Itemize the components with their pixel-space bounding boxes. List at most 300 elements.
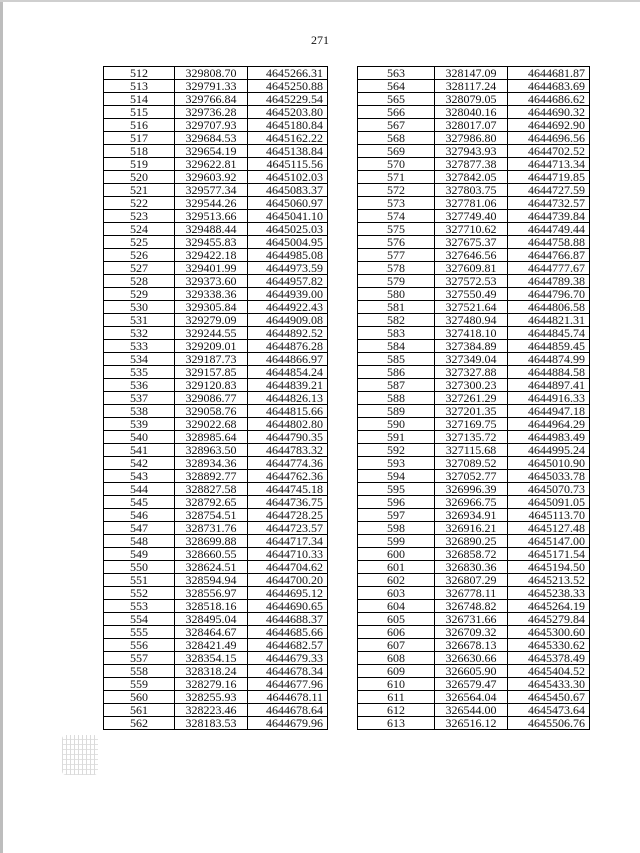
y-coordinate-cell: 4645162.22 [248, 132, 328, 145]
y-coordinate-cell: 4644876.28 [248, 340, 328, 353]
table-row [104, 314, 328, 327]
x-coordinate-cell: 329684.53 [175, 132, 248, 145]
point-number-cell: 558 [104, 665, 175, 678]
table-row [104, 197, 328, 210]
x-coordinate-cell: 329544.26 [175, 197, 248, 210]
table-row [358, 106, 590, 119]
table-row [104, 639, 328, 652]
y-coordinate-cell: 4645300.60 [508, 626, 590, 639]
point-number-cell: 525 [104, 236, 175, 249]
y-coordinate-cell: 4644727.59 [508, 184, 590, 197]
y-coordinate-cell: 4645083.37 [248, 184, 328, 197]
y-coordinate-cell: 4645450.67 [508, 691, 590, 704]
y-coordinate-cell: 4645404.52 [508, 665, 590, 678]
x-coordinate-cell: 329766.84 [175, 93, 248, 106]
y-coordinate-cell: 4645010.90 [508, 457, 590, 470]
table-row [358, 574, 590, 587]
table-row [358, 80, 590, 93]
x-coordinate-cell: 328660.55 [175, 548, 248, 561]
point-number-cell: 589 [358, 405, 435, 418]
x-coordinate-cell: 329577.34 [175, 184, 248, 197]
x-coordinate-cell: 328147.09 [435, 67, 508, 80]
x-coordinate-cell: 329422.18 [175, 249, 248, 262]
x-coordinate-cell: 326709.32 [435, 626, 508, 639]
point-number-cell: 591 [358, 431, 435, 444]
point-number-cell: 553 [104, 600, 175, 613]
point-number-cell: 532 [104, 327, 175, 340]
x-coordinate-cell: 326807.29 [435, 574, 508, 587]
point-number-cell: 565 [358, 93, 435, 106]
point-number-cell: 602 [358, 574, 435, 587]
y-coordinate-cell: 4644790.35 [248, 431, 328, 444]
right-coordinates-table-container [357, 66, 590, 730]
x-coordinate-cell: 328354.15 [175, 652, 248, 665]
point-number-cell: 536 [104, 379, 175, 392]
point-number-cell: 609 [358, 665, 435, 678]
table-row [358, 171, 590, 184]
x-coordinate-cell: 327261.29 [435, 392, 508, 405]
point-number-cell: 520 [104, 171, 175, 184]
y-coordinate-cell: 4644922.43 [248, 301, 328, 314]
table-row [358, 457, 590, 470]
point-number-cell: 562 [104, 717, 175, 730]
x-coordinate-cell: 328624.51 [175, 561, 248, 574]
table-row [104, 67, 328, 80]
point-number-cell: 535 [104, 366, 175, 379]
y-coordinate-cell: 4645041.10 [248, 210, 328, 223]
table-row [104, 600, 328, 613]
table-row [104, 405, 328, 418]
table-row [104, 301, 328, 314]
y-coordinate-cell: 4644854.24 [248, 366, 328, 379]
y-coordinate-cell: 4645203.80 [248, 106, 328, 119]
y-coordinate-cell: 4644892.52 [248, 327, 328, 340]
table-row [104, 704, 328, 717]
y-coordinate-cell: 4645091.05 [508, 496, 590, 509]
table-row [104, 717, 328, 730]
table-row [358, 197, 590, 210]
x-coordinate-cell: 328421.49 [175, 639, 248, 652]
x-coordinate-cell: 329305.84 [175, 301, 248, 314]
table-row [104, 483, 328, 496]
table-row [358, 418, 590, 431]
table-row [358, 509, 590, 522]
point-number-cell: 516 [104, 119, 175, 132]
x-coordinate-cell: 329401.99 [175, 262, 248, 275]
table-row [358, 717, 590, 730]
table-row [104, 574, 328, 587]
table-row [104, 340, 328, 353]
x-coordinate-cell: 326890.25 [435, 535, 508, 548]
table-row [358, 366, 590, 379]
table-row [104, 353, 328, 366]
table-row [358, 288, 590, 301]
table-row [358, 353, 590, 366]
table-row [358, 639, 590, 652]
table-row [104, 93, 328, 106]
y-coordinate-cell: 4645180.84 [248, 119, 328, 132]
left-coordinates-table-container [103, 66, 328, 730]
point-number-cell: 600 [358, 548, 435, 561]
table-row [358, 158, 590, 171]
table-row [358, 236, 590, 249]
point-number-cell: 551 [104, 574, 175, 587]
point-number-cell: 597 [358, 509, 435, 522]
table-row [358, 704, 590, 717]
x-coordinate-cell: 327349.04 [435, 353, 508, 366]
point-number-cell: 545 [104, 496, 175, 509]
x-coordinate-cell: 326678.13 [435, 639, 508, 652]
y-coordinate-cell: 4644802.80 [248, 418, 328, 431]
x-coordinate-cell: 329279.09 [175, 314, 248, 327]
x-coordinate-cell: 328040.16 [435, 106, 508, 119]
point-number-cell: 566 [358, 106, 435, 119]
table-row [104, 392, 328, 405]
y-coordinate-cell: 4644695.12 [248, 587, 328, 600]
point-number-cell: 518 [104, 145, 175, 158]
point-number-cell: 557 [104, 652, 175, 665]
x-coordinate-cell: 329808.70 [175, 67, 248, 80]
table-row [358, 496, 590, 509]
table-row [358, 93, 590, 106]
table-row [104, 288, 328, 301]
table-row [104, 418, 328, 431]
table-row [104, 171, 328, 184]
y-coordinate-cell: 4644686.62 [508, 93, 590, 106]
point-number-cell: 596 [358, 496, 435, 509]
y-coordinate-cell: 4645229.54 [248, 93, 328, 106]
right-coordinates-table [357, 66, 590, 730]
y-coordinate-cell: 4644766.87 [508, 249, 590, 262]
x-coordinate-cell: 327169.75 [435, 418, 508, 431]
x-coordinate-cell: 327781.06 [435, 197, 508, 210]
table-row [104, 548, 328, 561]
x-coordinate-cell: 327052.77 [435, 470, 508, 483]
y-coordinate-cell: 4644939.00 [248, 288, 328, 301]
x-coordinate-cell: 329654.19 [175, 145, 248, 158]
y-coordinate-cell: 4645330.62 [508, 639, 590, 652]
table-row [358, 470, 590, 483]
x-coordinate-cell: 327609.81 [435, 262, 508, 275]
y-coordinate-cell: 4644688.37 [248, 613, 328, 626]
table-row [104, 210, 328, 223]
table-row [358, 561, 590, 574]
point-number-cell: 578 [358, 262, 435, 275]
y-coordinate-cell: 4645025.03 [248, 223, 328, 236]
y-coordinate-cell: 4644758.88 [508, 236, 590, 249]
point-number-cell: 547 [104, 522, 175, 535]
x-coordinate-cell: 327877.38 [435, 158, 508, 171]
point-number-cell: 593 [358, 457, 435, 470]
table-row [358, 119, 590, 132]
y-coordinate-cell: 4644685.66 [248, 626, 328, 639]
y-coordinate-cell: 4644777.67 [508, 262, 590, 275]
x-coordinate-cell: 327646.56 [435, 249, 508, 262]
point-number-cell: 560 [104, 691, 175, 704]
y-coordinate-cell: 4645378.49 [508, 652, 590, 665]
y-coordinate-cell: 4644859.45 [508, 340, 590, 353]
point-number-cell: 611 [358, 691, 435, 704]
y-coordinate-cell: 4644884.58 [508, 366, 590, 379]
x-coordinate-cell: 326748.82 [435, 600, 508, 613]
y-coordinate-cell: 4644826.13 [248, 392, 328, 405]
point-number-cell: 568 [358, 132, 435, 145]
table-row [358, 379, 590, 392]
x-coordinate-cell: 329187.73 [175, 353, 248, 366]
table-row [104, 184, 328, 197]
x-coordinate-cell: 328279.16 [175, 678, 248, 691]
x-coordinate-cell: 327842.05 [435, 171, 508, 184]
y-coordinate-cell: 4644728.25 [248, 509, 328, 522]
table-row [104, 587, 328, 600]
point-number-cell: 605 [358, 613, 435, 626]
y-coordinate-cell: 4644682.57 [248, 639, 328, 652]
y-coordinate-cell: 4644696.56 [508, 132, 590, 145]
point-number-cell: 583 [358, 327, 435, 340]
y-coordinate-cell: 4645004.95 [248, 236, 328, 249]
y-coordinate-cell: 4644679.96 [248, 717, 328, 730]
x-coordinate-cell: 327521.64 [435, 301, 508, 314]
point-number-cell: 559 [104, 678, 175, 691]
y-coordinate-cell: 4644874.99 [508, 353, 590, 366]
table-row [358, 600, 590, 613]
y-coordinate-cell: 4645238.33 [508, 587, 590, 600]
x-coordinate-cell: 327550.49 [435, 288, 508, 301]
y-coordinate-cell: 4644783.32 [248, 444, 328, 457]
table-row [104, 509, 328, 522]
y-coordinate-cell: 4644749.44 [508, 223, 590, 236]
point-number-cell: 585 [358, 353, 435, 366]
x-coordinate-cell: 329622.81 [175, 158, 248, 171]
point-number-cell: 527 [104, 262, 175, 275]
point-number-cell: 598 [358, 522, 435, 535]
point-number-cell: 573 [358, 197, 435, 210]
y-coordinate-cell: 4645115.56 [248, 158, 328, 171]
point-number-cell: 579 [358, 275, 435, 288]
point-number-cell: 556 [104, 639, 175, 652]
x-coordinate-cell: 326544.00 [435, 704, 508, 717]
table-row [358, 405, 590, 418]
x-coordinate-cell: 328183.53 [175, 717, 248, 730]
y-coordinate-cell: 4644897.41 [508, 379, 590, 392]
point-number-cell: 534 [104, 353, 175, 366]
x-coordinate-cell: 328699.88 [175, 535, 248, 548]
x-coordinate-cell: 326916.21 [435, 522, 508, 535]
point-number-cell: 586 [358, 366, 435, 379]
point-number-cell: 580 [358, 288, 435, 301]
y-coordinate-cell: 4644692.90 [508, 119, 590, 132]
x-coordinate-cell: 326630.66 [435, 652, 508, 665]
table-row [104, 158, 328, 171]
point-number-cell: 603 [358, 587, 435, 600]
point-number-cell: 561 [104, 704, 175, 717]
table-row [358, 184, 590, 197]
point-number-cell: 538 [104, 405, 175, 418]
point-number-cell: 541 [104, 444, 175, 457]
y-coordinate-cell: 4644957.82 [248, 275, 328, 288]
point-number-cell: 571 [358, 171, 435, 184]
x-coordinate-cell: 326858.72 [435, 548, 508, 561]
y-coordinate-cell: 4644839.21 [248, 379, 328, 392]
table-row [358, 535, 590, 548]
y-coordinate-cell: 4644702.52 [508, 145, 590, 158]
y-coordinate-cell: 4644774.36 [248, 457, 328, 470]
table-row [104, 327, 328, 340]
point-number-cell: 588 [358, 392, 435, 405]
point-number-cell: 543 [104, 470, 175, 483]
x-coordinate-cell: 328223.46 [175, 704, 248, 717]
x-coordinate-cell: 329058.76 [175, 405, 248, 418]
y-coordinate-cell: 4644700.20 [248, 574, 328, 587]
y-coordinate-cell: 4644678.64 [248, 704, 328, 717]
x-coordinate-cell: 328495.04 [175, 613, 248, 626]
point-number-cell: 539 [104, 418, 175, 431]
table-row [104, 561, 328, 574]
table-row [104, 275, 328, 288]
point-number-cell: 537 [104, 392, 175, 405]
x-coordinate-cell: 328985.64 [175, 431, 248, 444]
point-number-cell: 608 [358, 652, 435, 665]
table-row [104, 691, 328, 704]
x-coordinate-cell: 327943.93 [435, 145, 508, 158]
point-number-cell: 584 [358, 340, 435, 353]
point-number-cell: 513 [104, 80, 175, 93]
point-number-cell: 521 [104, 184, 175, 197]
left-coordinates-table [103, 66, 328, 730]
x-coordinate-cell: 329455.83 [175, 236, 248, 249]
table-row [104, 80, 328, 93]
table-row [358, 652, 590, 665]
point-number-cell: 549 [104, 548, 175, 561]
x-coordinate-cell: 328934.36 [175, 457, 248, 470]
y-coordinate-cell: 4645102.03 [248, 171, 328, 184]
table-row [104, 106, 328, 119]
point-number-cell: 599 [358, 535, 435, 548]
table-row [104, 665, 328, 678]
y-coordinate-cell: 4644947.18 [508, 405, 590, 418]
y-coordinate-cell: 4645138.84 [248, 145, 328, 158]
point-number-cell: 514 [104, 93, 175, 106]
x-coordinate-cell: 327089.52 [435, 457, 508, 470]
point-number-cell: 567 [358, 119, 435, 132]
table-row [104, 379, 328, 392]
x-coordinate-cell: 329120.83 [175, 379, 248, 392]
y-coordinate-cell: 4645113.70 [508, 509, 590, 522]
point-number-cell: 529 [104, 288, 175, 301]
point-number-cell: 523 [104, 210, 175, 223]
x-coordinate-cell: 327710.62 [435, 223, 508, 236]
x-coordinate-cell: 328892.77 [175, 470, 248, 483]
y-coordinate-cell: 4644677.96 [248, 678, 328, 691]
point-number-cell: 530 [104, 301, 175, 314]
y-coordinate-cell: 4644762.36 [248, 470, 328, 483]
x-coordinate-cell: 327480.94 [435, 314, 508, 327]
y-coordinate-cell: 4644690.32 [508, 106, 590, 119]
y-coordinate-cell: 4644719.85 [508, 171, 590, 184]
point-number-cell: 544 [104, 483, 175, 496]
table-row [358, 613, 590, 626]
point-number-cell: 548 [104, 535, 175, 548]
point-number-cell: 524 [104, 223, 175, 236]
y-coordinate-cell: 4644681.87 [508, 67, 590, 80]
x-coordinate-cell: 326564.04 [435, 691, 508, 704]
y-coordinate-cell: 4645213.52 [508, 574, 590, 587]
x-coordinate-cell: 326516.12 [435, 717, 508, 730]
table-row [104, 678, 328, 691]
x-coordinate-cell: 328792.65 [175, 496, 248, 509]
y-coordinate-cell: 4644821.31 [508, 314, 590, 327]
y-coordinate-cell: 4645506.76 [508, 717, 590, 730]
table-row [358, 327, 590, 340]
point-number-cell: 577 [358, 249, 435, 262]
table-row [104, 223, 328, 236]
y-coordinate-cell: 4644964.29 [508, 418, 590, 431]
table-row [358, 444, 590, 457]
x-coordinate-cell: 326778.11 [435, 587, 508, 600]
point-number-cell: 564 [358, 80, 435, 93]
y-coordinate-cell: 4644713.34 [508, 158, 590, 171]
x-coordinate-cell: 329488.44 [175, 223, 248, 236]
point-number-cell: 587 [358, 379, 435, 392]
table-row [104, 613, 328, 626]
y-coordinate-cell: 4644789.38 [508, 275, 590, 288]
point-number-cell: 540 [104, 431, 175, 444]
point-number-cell: 606 [358, 626, 435, 639]
x-coordinate-cell: 326579.47 [435, 678, 508, 691]
point-number-cell: 550 [104, 561, 175, 574]
y-coordinate-cell: 4644710.33 [248, 548, 328, 561]
y-coordinate-cell: 4645194.50 [508, 561, 590, 574]
y-coordinate-cell: 4644683.69 [508, 80, 590, 93]
point-number-cell: 569 [358, 145, 435, 158]
x-coordinate-cell: 329086.77 [175, 392, 248, 405]
y-coordinate-cell: 4644739.84 [508, 210, 590, 223]
x-coordinate-cell: 327201.35 [435, 405, 508, 418]
table-row [104, 262, 328, 275]
point-number-cell: 592 [358, 444, 435, 457]
y-coordinate-cell: 4644690.65 [248, 600, 328, 613]
x-coordinate-cell: 326731.66 [435, 613, 508, 626]
x-coordinate-cell: 328017.07 [435, 119, 508, 132]
x-coordinate-cell: 327300.23 [435, 379, 508, 392]
x-coordinate-cell: 328594.94 [175, 574, 248, 587]
y-coordinate-cell: 4644815.66 [248, 405, 328, 418]
y-coordinate-cell: 4644678.11 [248, 691, 328, 704]
x-coordinate-cell: 328556.97 [175, 587, 248, 600]
y-coordinate-cell: 4645147.00 [508, 535, 590, 548]
point-number-cell: 552 [104, 587, 175, 600]
y-coordinate-cell: 4645171.54 [508, 548, 590, 561]
y-coordinate-cell: 4644866.97 [248, 353, 328, 366]
table-row [104, 119, 328, 132]
table-row [104, 236, 328, 249]
page-number: 271 [311, 33, 329, 47]
point-number-cell: 604 [358, 600, 435, 613]
table-row [358, 392, 590, 405]
point-number-cell: 563 [358, 67, 435, 80]
x-coordinate-cell: 328255.93 [175, 691, 248, 704]
point-number-cell: 526 [104, 249, 175, 262]
x-coordinate-cell: 329707.93 [175, 119, 248, 132]
x-coordinate-cell: 328117.24 [435, 80, 508, 93]
table-row [358, 249, 590, 262]
point-number-cell: 528 [104, 275, 175, 288]
point-number-cell: 542 [104, 457, 175, 470]
point-number-cell: 533 [104, 340, 175, 353]
x-coordinate-cell: 329603.92 [175, 171, 248, 184]
y-coordinate-cell: 4644909.08 [248, 314, 328, 327]
point-number-cell: 531 [104, 314, 175, 327]
